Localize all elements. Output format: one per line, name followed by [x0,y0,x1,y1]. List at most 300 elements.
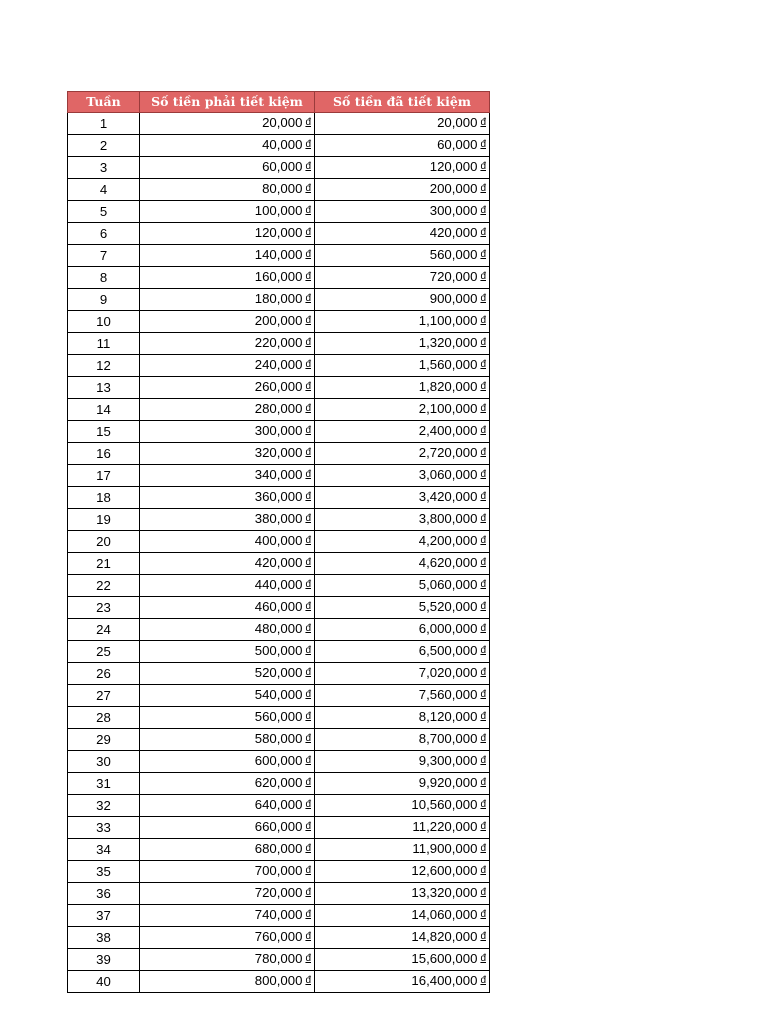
currency-symbol: đ [305,403,311,414]
amount-to-save-cell [140,553,315,575]
currency-symbol: đ [305,667,311,678]
amount-value: 200,000 [254,313,303,328]
amount-saved-cell [315,311,490,333]
amount-saved-cell [315,487,490,509]
amount-saved-cell [315,443,490,465]
currency-symbol: đ [480,271,486,282]
table-row [68,333,490,355]
currency-symbol: đ [305,887,311,898]
week-cell: 19 [68,509,140,531]
amount-value: 9,920,000 [418,775,478,790]
amount-value: 400,000 [254,533,303,548]
amount-value: 280,000 [254,401,303,416]
currency-symbol: đ [305,293,311,304]
amount-value: 2,400,000 [418,423,478,438]
currency-symbol: đ [480,227,486,238]
amount-to-save-cell [140,685,315,707]
amount-value: 14,060,000 [411,907,478,922]
currency-symbol: đ [480,733,486,744]
currency-symbol: đ [305,337,311,348]
week-cell: 21 [68,553,140,575]
currency-symbol: đ [305,139,311,150]
amount-value: 480,000 [254,621,303,636]
table-row [68,905,490,927]
amount-saved-cell [315,883,490,905]
amount-value: 15,600,000 [411,951,478,966]
amount-value: 11,220,000 [412,819,478,834]
amount-saved-cell [315,971,490,993]
amount-to-save-cell [140,839,315,861]
header-amount-to-save: Số tiền phải tiết kiệm [140,92,315,113]
amount-to-save-cell [140,267,315,289]
currency-symbol: đ [305,909,311,920]
week-cell: 5 [68,201,140,223]
currency-symbol: đ [305,447,311,458]
week-cell: 33 [68,817,140,839]
amount-value: 440,000 [254,577,303,592]
currency-symbol: đ [480,403,486,414]
amount-saved-cell [315,751,490,773]
amount-to-save-cell [140,751,315,773]
currency-symbol: đ [480,843,486,854]
week-cell: 39 [68,949,140,971]
week-cell: 2 [68,135,140,157]
amount-to-save-cell [140,949,315,971]
table-row [68,707,490,729]
currency-symbol: đ [305,557,311,568]
savings-table [67,91,490,993]
amount-value: 720,000 [429,269,478,284]
currency-symbol: đ [305,711,311,722]
amount-to-save-cell [140,179,315,201]
week-cell: 36 [68,883,140,905]
table-row [68,443,490,465]
table-row [68,619,490,641]
amount-value: 740,000 [254,907,303,922]
week-cell: 14 [68,399,140,421]
table-row [68,355,490,377]
amount-value: 380,000 [254,511,303,526]
amount-to-save-cell [140,399,315,421]
table-row [68,861,490,883]
week-cell: 35 [68,861,140,883]
amount-value: 9,300,000 [418,753,478,768]
table-header [68,92,490,113]
amount-to-save-cell [140,333,315,355]
amount-value: 2,720,000 [418,445,478,460]
week-cell: 40 [68,971,140,993]
currency-symbol: đ [305,469,311,480]
amount-saved-cell [315,267,490,289]
amount-value: 3,420,000 [418,489,478,504]
currency-symbol: đ [480,315,486,326]
currency-symbol: đ [305,623,311,634]
currency-symbol: đ [305,315,311,326]
table-row [68,839,490,861]
amount-saved-cell [315,201,490,223]
amount-value: 7,560,000 [418,687,478,702]
amount-saved-cell [315,135,490,157]
table-body [68,113,490,993]
currency-symbol: đ [305,579,311,590]
table-row [68,817,490,839]
currency-symbol: đ [305,425,311,436]
amount-value: 300,000 [429,203,478,218]
week-cell: 8 [68,267,140,289]
week-cell: 30 [68,751,140,773]
amount-value: 40,000 [262,137,303,152]
amount-value: 5,520,000 [418,599,478,614]
currency-symbol: đ [305,931,311,942]
currency-symbol: đ [305,645,311,656]
currency-symbol: đ [480,337,486,348]
amount-to-save-cell [140,531,315,553]
amount-value: 20,000 [437,115,478,130]
amount-value: 160,000 [254,269,303,284]
amount-value: 200,000 [429,181,478,196]
currency-symbol: đ [305,865,311,876]
amount-value: 100,000 [254,203,303,218]
table-row [68,509,490,531]
week-cell: 9 [68,289,140,311]
amount-to-save-cell [140,465,315,487]
amount-saved-cell [315,905,490,927]
week-cell: 32 [68,795,140,817]
week-cell: 7 [68,245,140,267]
currency-symbol: đ [480,689,486,700]
currency-symbol: đ [480,381,486,392]
amount-value: 720,000 [254,885,303,900]
amount-saved-cell [315,355,490,377]
currency-symbol: đ [480,601,486,612]
currency-symbol: đ [480,799,486,810]
table-row [68,487,490,509]
table-row [68,421,490,443]
table-row [68,663,490,685]
currency-symbol: đ [480,711,486,722]
amount-saved-cell [315,861,490,883]
table-row [68,641,490,663]
week-cell: 23 [68,597,140,619]
week-cell: 29 [68,729,140,751]
table-row [68,927,490,949]
table-row [68,883,490,905]
header-week: Tuần [68,92,140,113]
amount-to-save-cell [140,641,315,663]
amount-to-save-cell [140,817,315,839]
amount-value: 6,500,000 [418,643,478,658]
amount-to-save-cell [140,619,315,641]
amount-value: 660,000 [254,819,303,834]
amount-value: 120,000 [254,225,303,240]
currency-symbol: đ [480,359,486,370]
amount-value: 760,000 [254,929,303,944]
week-cell: 25 [68,641,140,663]
amount-to-save-cell [140,443,315,465]
table-row [68,113,490,135]
amount-value: 460,000 [254,599,303,614]
amount-value: 6,000,000 [418,621,478,636]
amount-to-save-cell [140,883,315,905]
amount-value: 700,000 [254,863,303,878]
amount-value: 320,000 [254,445,303,460]
amount-saved-cell [315,509,490,531]
currency-symbol: đ [305,821,311,832]
amount-saved-cell [315,575,490,597]
currency-symbol: đ [480,887,486,898]
week-cell: 18 [68,487,140,509]
amount-value: 7,020,000 [418,665,478,680]
table-row [68,201,490,223]
week-cell: 24 [68,619,140,641]
table-row [68,795,490,817]
currency-symbol: đ [480,953,486,964]
currency-symbol: đ [305,205,311,216]
amount-value: 8,120,000 [418,709,478,724]
amount-value: 180,000 [254,291,303,306]
table-row [68,685,490,707]
amount-to-save-cell [140,223,315,245]
currency-symbol: đ [305,755,311,766]
amount-value: 420,000 [254,555,303,570]
amount-value: 60,000 [262,159,303,174]
amount-value: 60,000 [437,137,478,152]
amount-value: 11,900,000 [412,841,478,856]
week-cell: 3 [68,157,140,179]
amount-value: 5,060,000 [418,577,478,592]
amount-saved-cell [315,927,490,949]
table-row [68,377,490,399]
amount-to-save-cell [140,905,315,927]
amount-value: 20,000 [262,115,303,130]
amount-value: 80,000 [262,181,303,196]
amount-to-save-cell [140,487,315,509]
amount-saved-cell [315,157,490,179]
amount-to-save-cell [140,157,315,179]
currency-symbol: đ [305,249,311,260]
amount-to-save-cell [140,663,315,685]
table-row [68,751,490,773]
amount-to-save-cell [140,113,315,135]
amount-to-save-cell [140,927,315,949]
amount-saved-cell [315,465,490,487]
week-cell: 20 [68,531,140,553]
week-cell: 10 [68,311,140,333]
week-cell: 34 [68,839,140,861]
currency-symbol: đ [480,623,486,634]
amount-saved-cell [315,773,490,795]
currency-symbol: đ [480,557,486,568]
spreadsheet-page [67,91,490,993]
amount-value: 500,000 [254,643,303,658]
table-row [68,179,490,201]
amount-to-save-cell [140,201,315,223]
week-cell: 22 [68,575,140,597]
week-cell: 1 [68,113,140,135]
currency-symbol: đ [305,161,311,172]
amount-saved-cell [315,399,490,421]
amount-saved-cell [315,685,490,707]
amount-to-save-cell [140,135,315,157]
amount-value: 8,700,000 [418,731,478,746]
amount-saved-cell [315,597,490,619]
amount-value: 300,000 [254,423,303,438]
amount-to-save-cell [140,575,315,597]
currency-symbol: đ [480,447,486,458]
currency-symbol: đ [480,425,486,436]
currency-symbol: đ [305,183,311,194]
currency-symbol: đ [480,821,486,832]
amount-value: 800,000 [254,973,303,988]
amount-value: 900,000 [429,291,478,306]
amount-value: 4,620,000 [418,555,478,570]
amount-value: 260,000 [254,379,303,394]
week-cell: 6 [68,223,140,245]
amount-saved-cell [315,531,490,553]
amount-value: 3,060,000 [418,467,478,482]
table-row [68,531,490,553]
amount-saved-cell [315,245,490,267]
currency-symbol: đ [305,271,311,282]
week-cell: 28 [68,707,140,729]
week-cell: 12 [68,355,140,377]
currency-symbol: đ [480,909,486,920]
amount-value: 140,000 [254,247,303,262]
amount-value: 1,320,000 [418,335,478,350]
amount-to-save-cell [140,971,315,993]
currency-symbol: đ [480,205,486,216]
currency-symbol: đ [305,513,311,524]
amount-value: 1,820,000 [418,379,478,394]
amount-to-save-cell [140,289,315,311]
amount-value: 580,000 [254,731,303,746]
amount-value: 3,800,000 [418,511,478,526]
currency-symbol: đ [305,689,311,700]
amount-value: 2,100,000 [418,401,478,416]
amount-saved-cell [315,839,490,861]
week-cell: 27 [68,685,140,707]
header-row [68,92,490,113]
currency-symbol: đ [305,535,311,546]
amount-saved-cell [315,333,490,355]
currency-symbol: đ [305,491,311,502]
amount-value: 16,400,000 [411,973,478,988]
amount-value: 13,320,000 [411,885,478,900]
table-row [68,553,490,575]
currency-symbol: đ [305,953,311,964]
amount-value: 240,000 [254,357,303,372]
week-cell: 17 [68,465,140,487]
table-row [68,311,490,333]
currency-symbol: đ [480,117,486,128]
amount-value: 10,560,000 [411,797,478,812]
currency-symbol: đ [480,931,486,942]
currency-symbol: đ [480,161,486,172]
amount-saved-cell [315,223,490,245]
amount-to-save-cell [140,509,315,531]
amount-saved-cell [315,795,490,817]
amount-value: 600,000 [254,753,303,768]
amount-saved-cell [315,641,490,663]
currency-symbol: đ [480,535,486,546]
amount-value: 1,560,000 [418,357,478,372]
currency-symbol: đ [480,513,486,524]
amount-value: 14,820,000 [411,929,478,944]
currency-symbol: đ [305,799,311,810]
currency-symbol: đ [480,293,486,304]
amount-value: 340,000 [254,467,303,482]
header-amount-saved: Số tiền đã tiết kiệm [315,92,490,113]
amount-value: 420,000 [429,225,478,240]
amount-value: 220,000 [254,335,303,350]
amount-value: 560,000 [254,709,303,724]
amount-saved-cell [315,553,490,575]
amount-to-save-cell [140,245,315,267]
amount-to-save-cell [140,355,315,377]
amount-value: 360,000 [254,489,303,504]
table-row [68,773,490,795]
amount-to-save-cell [140,707,315,729]
table-row [68,575,490,597]
currency-symbol: đ [480,975,486,986]
table-row [68,245,490,267]
amount-value: 1,100,000 [418,313,478,328]
amount-to-save-cell [140,773,315,795]
amount-to-save-cell [140,729,315,751]
week-cell: 31 [68,773,140,795]
table-row [68,597,490,619]
amount-to-save-cell [140,421,315,443]
table-row [68,399,490,421]
currency-symbol: đ [305,381,311,392]
table-row [68,289,490,311]
week-cell: 16 [68,443,140,465]
amount-value: 540,000 [254,687,303,702]
table-row [68,465,490,487]
amount-saved-cell [315,289,490,311]
currency-symbol: đ [305,975,311,986]
table-row [68,949,490,971]
currency-symbol: đ [480,755,486,766]
amount-to-save-cell [140,597,315,619]
amount-value: 12,600,000 [411,863,478,878]
currency-symbol: đ [305,359,311,370]
table-row [68,267,490,289]
table-row [68,157,490,179]
currency-symbol: đ [480,183,486,194]
table-row [68,729,490,751]
amount-saved-cell [315,817,490,839]
amount-value: 520,000 [254,665,303,680]
currency-symbol: đ [480,139,486,150]
amount-saved-cell [315,113,490,135]
amount-value: 4,200,000 [418,533,478,548]
currency-symbol: đ [305,843,311,854]
currency-symbol: đ [305,227,311,238]
week-cell: 4 [68,179,140,201]
table-row [68,223,490,245]
currency-symbol: đ [480,865,486,876]
currency-symbol: đ [480,491,486,502]
amount-saved-cell [315,707,490,729]
amount-saved-cell [315,421,490,443]
currency-symbol: đ [480,777,486,788]
currency-symbol: đ [480,249,486,260]
table-row [68,971,490,993]
amount-saved-cell [315,619,490,641]
amount-saved-cell [315,949,490,971]
amount-value: 120,000 [429,159,478,174]
